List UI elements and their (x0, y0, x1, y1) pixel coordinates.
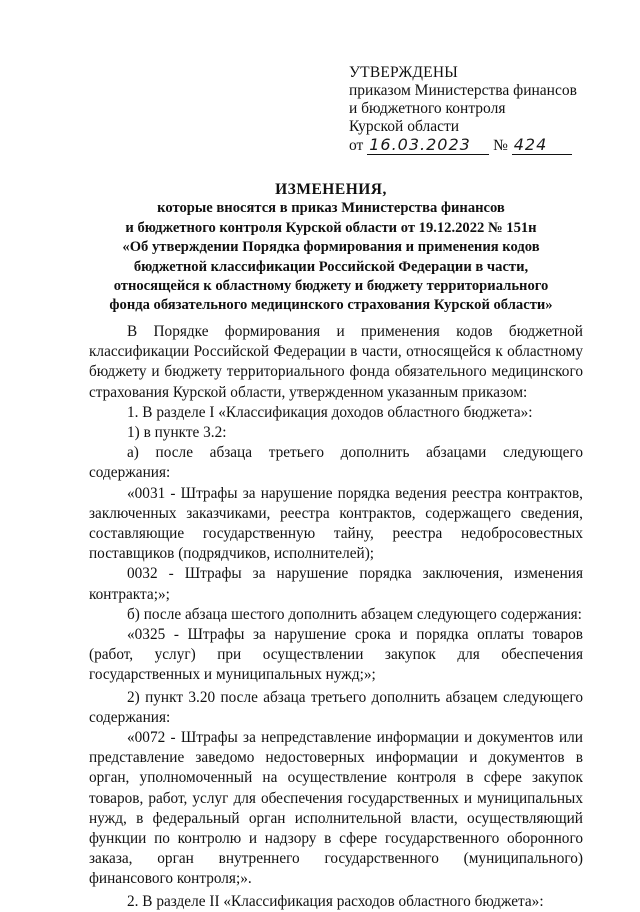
approval-date-line (349, 137, 619, 157)
heading-line: фонда обязательного медицинского страхования Курской области» (109, 297, 553, 314)
code-0031-paragraph: «0031 - Штрафы за нарушение порядка ведения реестра контрактов, заключенных заказчиками, реестра контрактов, содержащего сведения, составляющие государственную тайну, реестра недобросовестных поставщиков (подрядчиков, исполнителей); (89, 484, 583, 563)
approval-date-value: 16.03.2023 (369, 135, 471, 154)
heading-line: относящейся к областному бюджету и бюджету территориального (113, 278, 549, 295)
code-0325-paragraph: «0325 - Штрафы за нарушение срока и порядка оплаты товаров (работ, услуг) при осуществлении закупок для обеспечения государственных и муниципальных нужд;»; (89, 626, 583, 684)
number-prefix: № (493, 137, 508, 154)
document-heading (96, 180, 566, 316)
code-0072-paragraph: «0072 - Штрафы за непредставление информации и документов или представление заведомо недостоверных информации и документов в орган, уполномоченный на осуществление контроля в сфере закупок товаров, работ, услуг для обеспечения государственных и муниципальных нужд, в федеральный орган исполнительной власти, осуществляющий функции по контролю и надзору в сфере государственного оборонного заказа, орган внутреннего государственного (муниципального) финансового контроля;». (89, 729, 583, 888)
approval-title: УТВЕРЖДЕНЫ (349, 64, 458, 81)
subitem-1a-paragraph: а) после абзаца третьего дополнить абзацами следующего содержания: (89, 444, 583, 482)
heading-line: бюджетной классификации Российской Федерации в части, (133, 258, 529, 275)
section-2-paragraph: 2. В разделе II «Классификация расходов областного бюджета»: (127, 892, 544, 910)
approval-date-field (367, 137, 489, 155)
section-1-paragraph: 1. В разделе I «Классификация доходов областного бюджета»: (127, 403, 533, 421)
approval-block (349, 64, 619, 157)
approval-line-1: приказом Министерства финансов (349, 82, 577, 99)
heading-title: ИЗМЕНЕНИЯ, (275, 181, 387, 198)
approval-line-3: Курской области (349, 118, 460, 135)
document-body (89, 322, 583, 912)
heading-line: и бюджетного контроля Курской области от 19.12.2022 № 151н (125, 219, 537, 236)
subitem-2-paragraph: 2) пункт 3.20 после абзаца третьего дополнить абзацем следующего содержания: (89, 688, 583, 726)
subitem-1b-paragraph: б) после абзаца шестого дополнить абзацем следующего содержания: (127, 605, 582, 623)
subitem-1-paragraph: 1) в пункте 3.2: (127, 424, 227, 442)
heading-line: которые вносятся в приказ Министерства финансов (157, 200, 505, 217)
approval-line-2: и бюджетного контроля (349, 100, 506, 117)
approval-number-value: 424 (513, 135, 548, 154)
intro-paragraph: В Порядке формирования и применения кодов бюджетной классификации Российской Федерации в части, относящейся к областному бюджету и бюджету территориального фонда обязательного медицинского страхования Курской области, утвержденном указанным приказом: (89, 323, 583, 401)
approval-number-field (512, 137, 572, 155)
heading-line: «Об утверждении Порядка формирования и применения кодов (122, 239, 540, 256)
date-prefix: от (349, 137, 364, 154)
code-0032-paragraph: 0032 - Штрафы за нарушение порядка заключения, изменения контракта;»; (89, 565, 583, 603)
